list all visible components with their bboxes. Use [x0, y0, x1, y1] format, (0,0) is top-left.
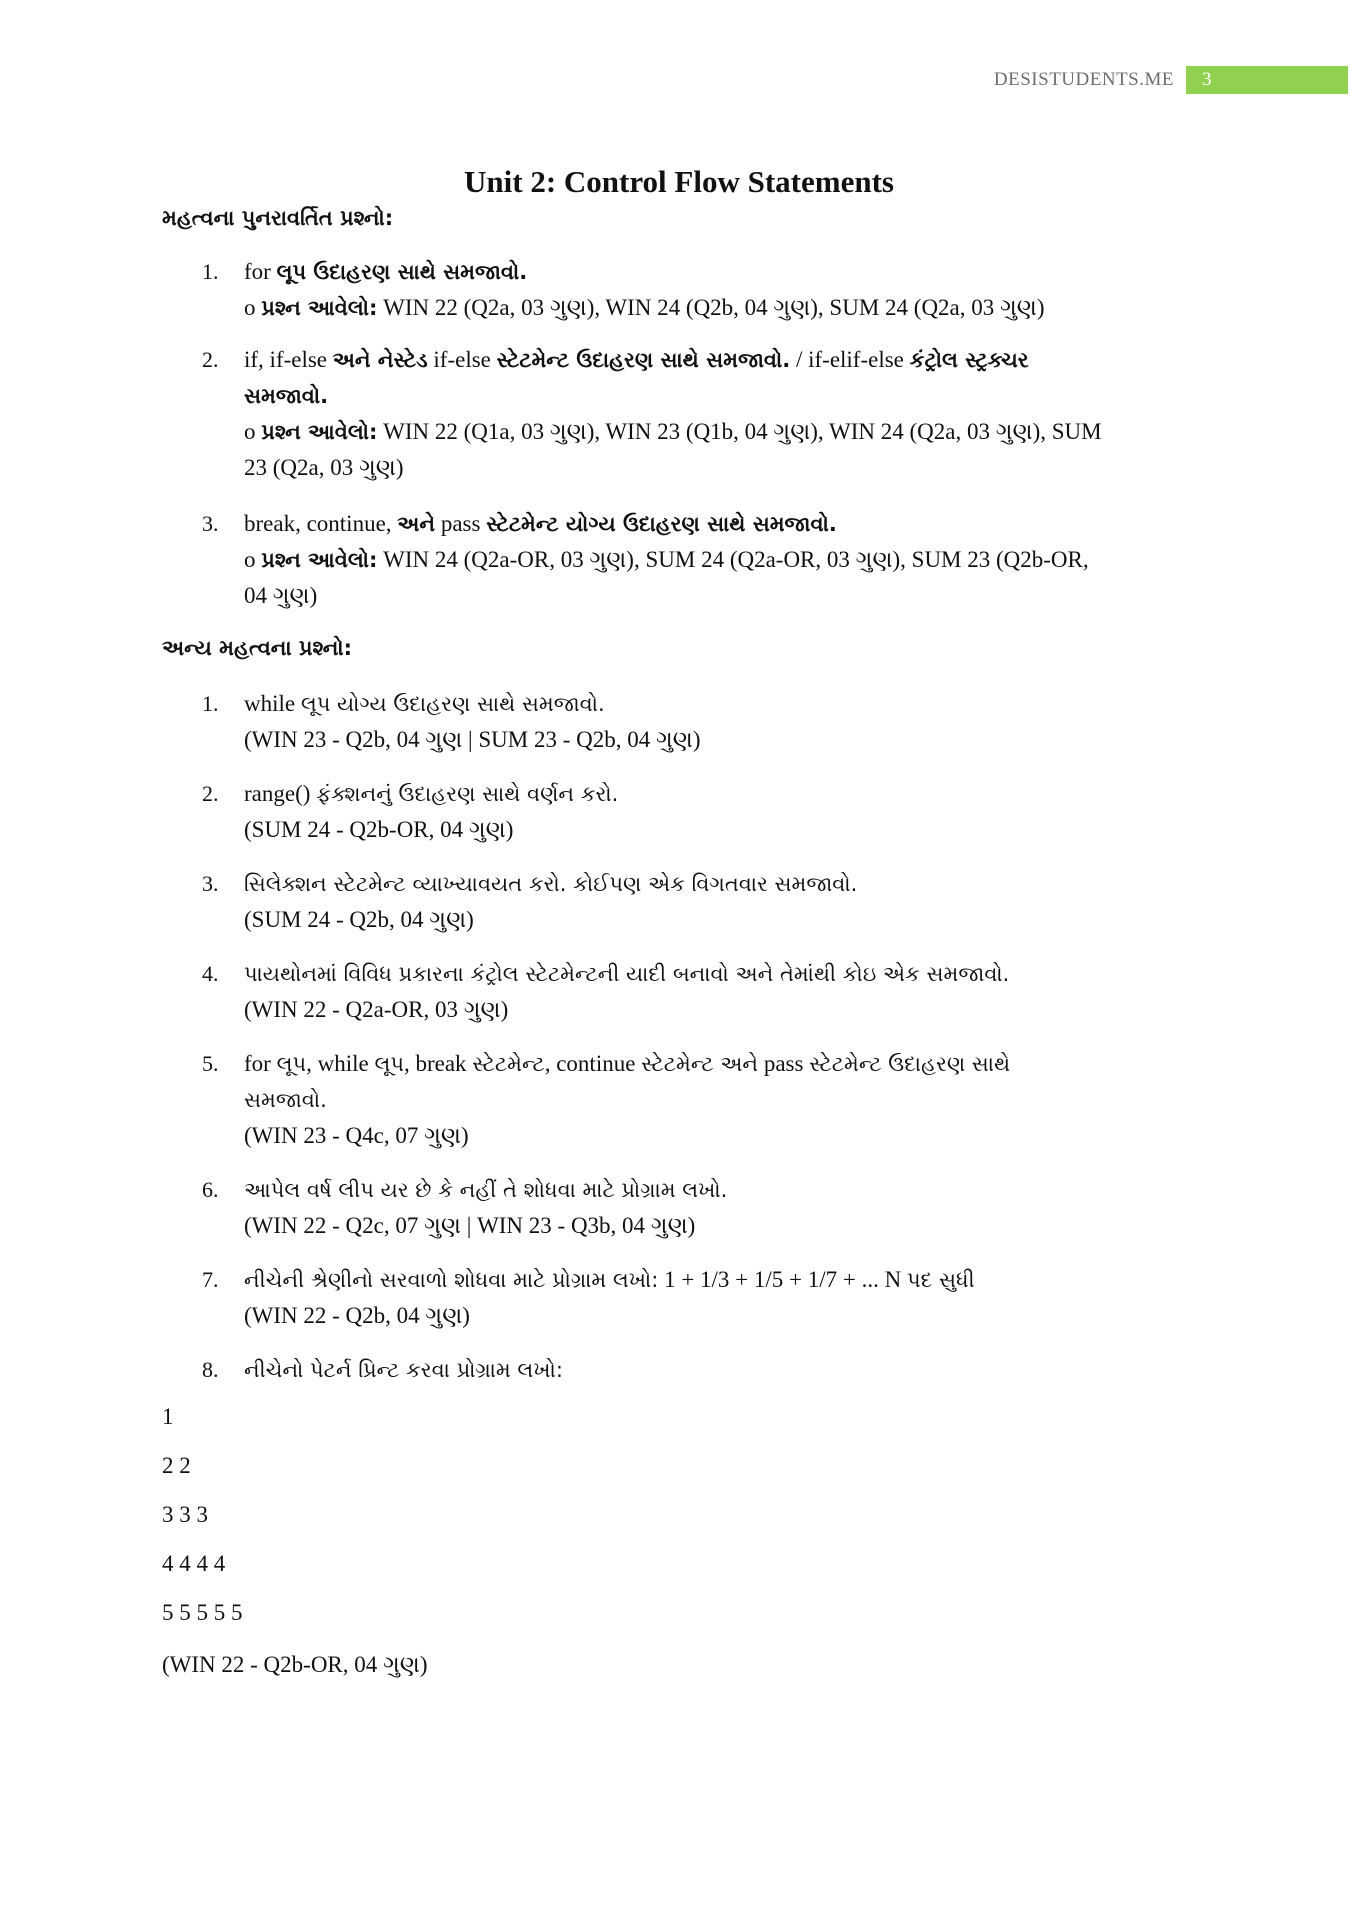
- item-number: 5.: [202, 1051, 219, 1076]
- site-name: DESISTUDENTS.ME: [993, 69, 1174, 90]
- section-heading-other: અન્ય મહત્વના પ્રશ્નો:: [162, 636, 353, 660]
- item-number: 4.: [202, 961, 219, 986]
- item-number: 3.: [202, 871, 219, 896]
- pattern-line: 1: [162, 1404, 174, 1429]
- final-reference: (WIN 22 - Q2b-OR, 04 ગુણ): [162, 1652, 428, 1677]
- page-header: [0, 66, 1358, 94]
- item-number: 2.: [202, 781, 219, 806]
- item-number: 1.: [202, 259, 219, 284]
- item-number: 3.: [202, 511, 219, 536]
- item-number: 6.: [202, 1177, 219, 1202]
- pattern-line: 3 3 3: [162, 1502, 208, 1527]
- item-number: 8.: [202, 1357, 219, 1382]
- pattern-line: 2 2: [162, 1453, 191, 1478]
- item-number: 1.: [202, 691, 219, 716]
- section-heading-repeated: મહત્વના પુનરાવર્તિત પ્રશ્નો:: [162, 206, 394, 230]
- page-title: Unit 2: Control Flow Statements: [464, 164, 894, 199]
- item-number: 7.: [202, 1267, 219, 1292]
- item-number: 2.: [202, 347, 219, 372]
- page-number: 3: [1186, 66, 1348, 94]
- pattern-line: 4 4 4 4: [162, 1551, 226, 1576]
- pattern-line: 5 5 5 5 5: [162, 1600, 243, 1625]
